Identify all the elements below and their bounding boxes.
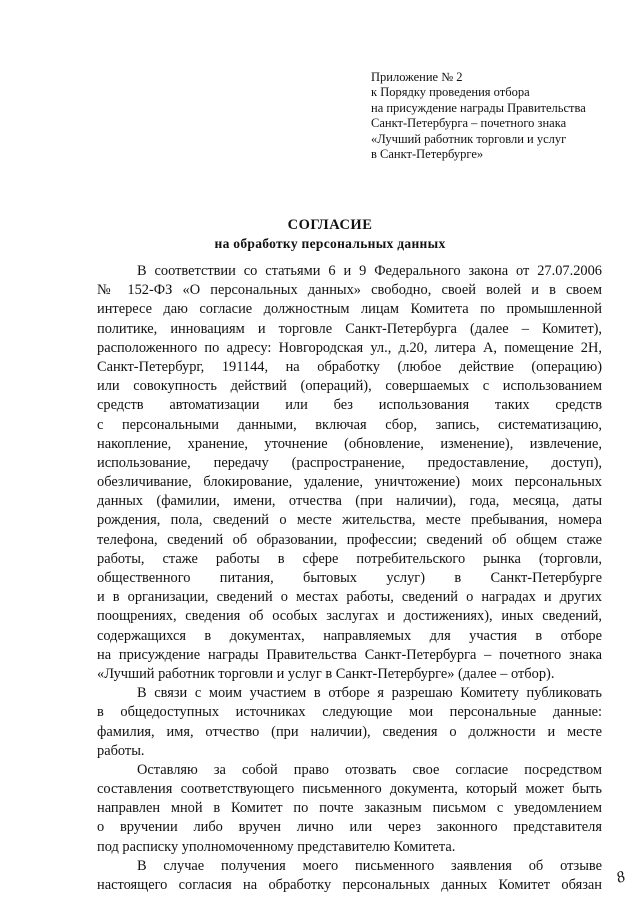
paragraph-line: «Лучший работник торговли и услуг в Санкт-Петербурге» (далее – отбор). xyxy=(97,665,555,682)
paragraph-line: рождения, пола, сведений о месте жительства, месте пребывания, номера xyxy=(97,512,602,529)
paragraph-line: с персональными данными, включая сбор, запись, систематизацию, xyxy=(97,416,602,433)
paragraph-line: обезличивание, блокирование, удаление, уничтожение) моих персональных xyxy=(97,474,602,491)
paragraph-line: составления соответствующего письменного документа, который может быть xyxy=(97,781,602,798)
paragraph-line: содержащихся в документах, направляемых для участия в отборе xyxy=(97,627,602,644)
annex-line: «Лучший работник торговли и услуг xyxy=(371,131,567,146)
document-title: СОГЛАСИЕ xyxy=(287,217,373,233)
paragraph-line: или совокупность действий (операций), совершаемых с использованием xyxy=(97,378,602,395)
paragraph-line: накопление, хранение, уточнение (обновление, изменение), извлечение, xyxy=(97,435,602,452)
paragraph-line: общественного питания, бытовых услуг) в Санкт-Петербурге xyxy=(97,570,602,586)
document-body xyxy=(97,262,602,895)
paragraph-line: направлен мной в Комитет по почте заказным письмом с уведомлением xyxy=(97,800,602,817)
paragraph-line: настоящего согласия на обработку персональных данных Комитет обязан xyxy=(97,877,602,893)
paragraph-line: данных (фамилии, имени, отчества (при наличии), года, месяца, даты xyxy=(97,493,602,510)
annex-line: к Порядку проведения отбора xyxy=(371,85,530,100)
paragraph-line: работы. xyxy=(97,742,145,759)
paragraph-line: на присуждение награды Правительства Санкт-Петербурга – почетного знака xyxy=(97,646,602,663)
paragraph-line: политике, инновациям и торговле Санкт-Петербурга (далее – Комитет), xyxy=(97,320,602,337)
page-number: 8 xyxy=(614,868,628,887)
paragraph-line: телефона, сведений об образовании, профессии; сведений об общем стаже xyxy=(97,531,602,548)
paragraph-line: Оставляю за собой право отозвать свое согласие посредством xyxy=(137,761,602,778)
paragraph-line: В соответствии со статьями 6 и 9 Федерального закона от 27.07.2006 xyxy=(137,263,602,279)
annex-reference xyxy=(371,70,633,162)
paragraph-line: фамилия, имя, отчество (при наличии), сведения о должности и месте xyxy=(97,723,602,740)
paragraph-line: под расписку уполномоченному представителю Комитета. xyxy=(97,838,456,855)
paragraph-line: и в организации, сведений о местах работы, сведений о наградах и других xyxy=(97,589,602,606)
paragraph-line: работы, стаже работы в сфере потребительского рынка (торговли, xyxy=(97,550,602,567)
paragraph-line: расположенного по адресу: Новгородская ул., д.20, литера А, помещение 2Н, xyxy=(97,339,602,356)
paragraph-line: В связи с моим участием в отборе я разрешаю Комитету публиковать xyxy=(137,685,602,702)
paragraph-line: В случае получения моего письменного заявления об отзыве xyxy=(137,857,602,874)
document-subtitle: на обработку персональных данных xyxy=(214,236,446,251)
paragraph-line: поощрениях, сведения об особых заслугах и достижениях), иных сведений, xyxy=(97,608,602,625)
paragraph-line: использование, передачу (распространение, предоставление, доступ), xyxy=(97,454,602,471)
annex-line: в Санкт-Петербурге» xyxy=(371,147,484,162)
annex-line: Санкт-Петербурга – почетного знака xyxy=(371,116,567,131)
paragraph-line: о вручении либо вручен лично или через законного представителя xyxy=(97,819,602,836)
paragraph-line: № 152-ФЗ «О персональных данных» свободно, своей волей и в своем xyxy=(97,282,602,299)
annex-line: на присуждение награды Правительства xyxy=(371,100,586,115)
paragraph-line: интересе даю согласие должностным лицам Комитета по промышленной xyxy=(97,301,602,318)
annex-line: Приложение № 2 xyxy=(371,70,463,84)
paragraph-line: в общедоступных источниках следующие мои персональные данные: xyxy=(97,704,602,721)
paragraph-line: средств автоматизации или без использования таких средств xyxy=(97,397,602,414)
paragraph-line: Санкт-Петербург, 191144, на обработку (любое действие (операцию) xyxy=(97,358,602,375)
